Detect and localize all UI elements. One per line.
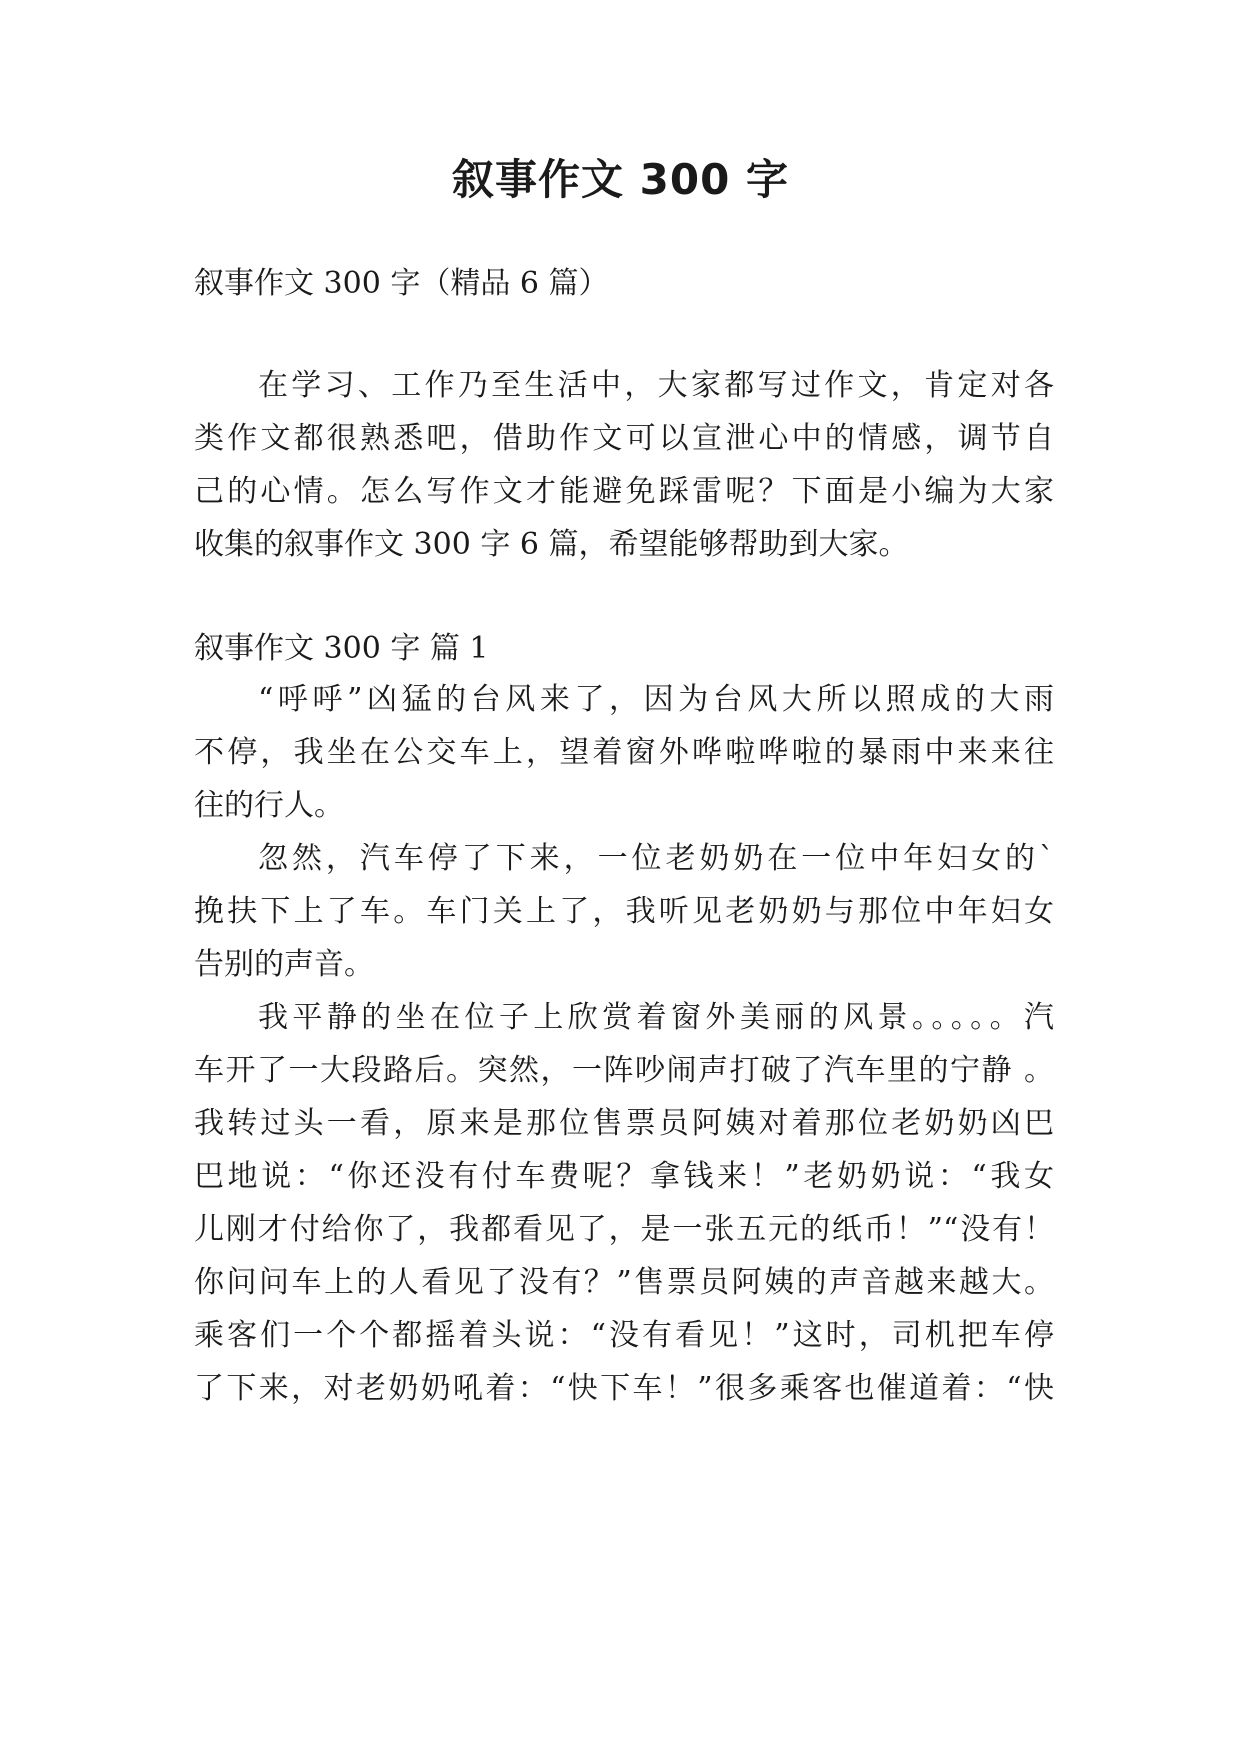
body-line: “呼呼”凶猛的台风来了，因为台风大所以照成的大雨 [258,682,1054,717]
body-line: 了下来，对老奶奶吼着：“快下车！”很多乘客也催道着：“快 [194,1371,1054,1406]
body-line: 儿刚才付给你了，我都看见了，是一张五元的纸币！”“没有！ [194,1212,1054,1247]
body-line: 忽然，汽车停了下来，一位老奶奶在一位中年妇女的` [258,841,1054,876]
body-line: 不停，我坐在公交车上，望着窗外哗啦哗啦的暴雨中来来往 [194,735,1054,770]
intro-line: 收集的叙事作文 300 字 6 篇，希望能够帮助到大家。 [194,527,909,562]
body-line: 我平静的坐在位子上欣赏着窗外美丽的风景。。。。。汽 [258,1000,1054,1035]
body-line: 车开了一大段路后。突然，一阵吵闹声打破了汽车里的宁静 。 [194,1053,1054,1088]
intro-line: 己的心情。怎么写作文才能避免踩雷呢？下面是小编为大家 [194,474,1054,509]
body-line: 巴地说：“你还没有付车费呢？拿钱来！”老奶奶说：“我女 [194,1159,1054,1194]
body-line: 我转过头一看，原来是那位售票员阿姨对着那位老奶奶凶巴 [194,1106,1054,1141]
intro-line: 在学习、工作乃至生活中，大家都写过作文，肯定对各 [258,368,1054,403]
document-subtitle: 叙事作文 300 字（精品 6 篇） [194,266,609,301]
document-title: 叙事作文 300 字 [452,155,789,204]
body-line: 你问问车上的人看见了没有？”售票员阿姨的声音越来越大。 [194,1265,1054,1300]
section-heading: 叙事作文 300 字 篇 1 [194,631,489,666]
intro-line: 类作文都很熟悉吧，借助作文可以宣泄心中的情感，调节自 [194,421,1054,456]
body-line: 乘客们一个个都摇着头说：“没有看见！”这时，司机把车停 [194,1318,1054,1353]
body-line: 挽扶下上了车。车门关上了，我听见老奶奶与那位中年妇女 [194,894,1054,929]
body-line: 告别的声音。 [194,947,374,982]
body-line: 往的行人。 [194,788,344,823]
